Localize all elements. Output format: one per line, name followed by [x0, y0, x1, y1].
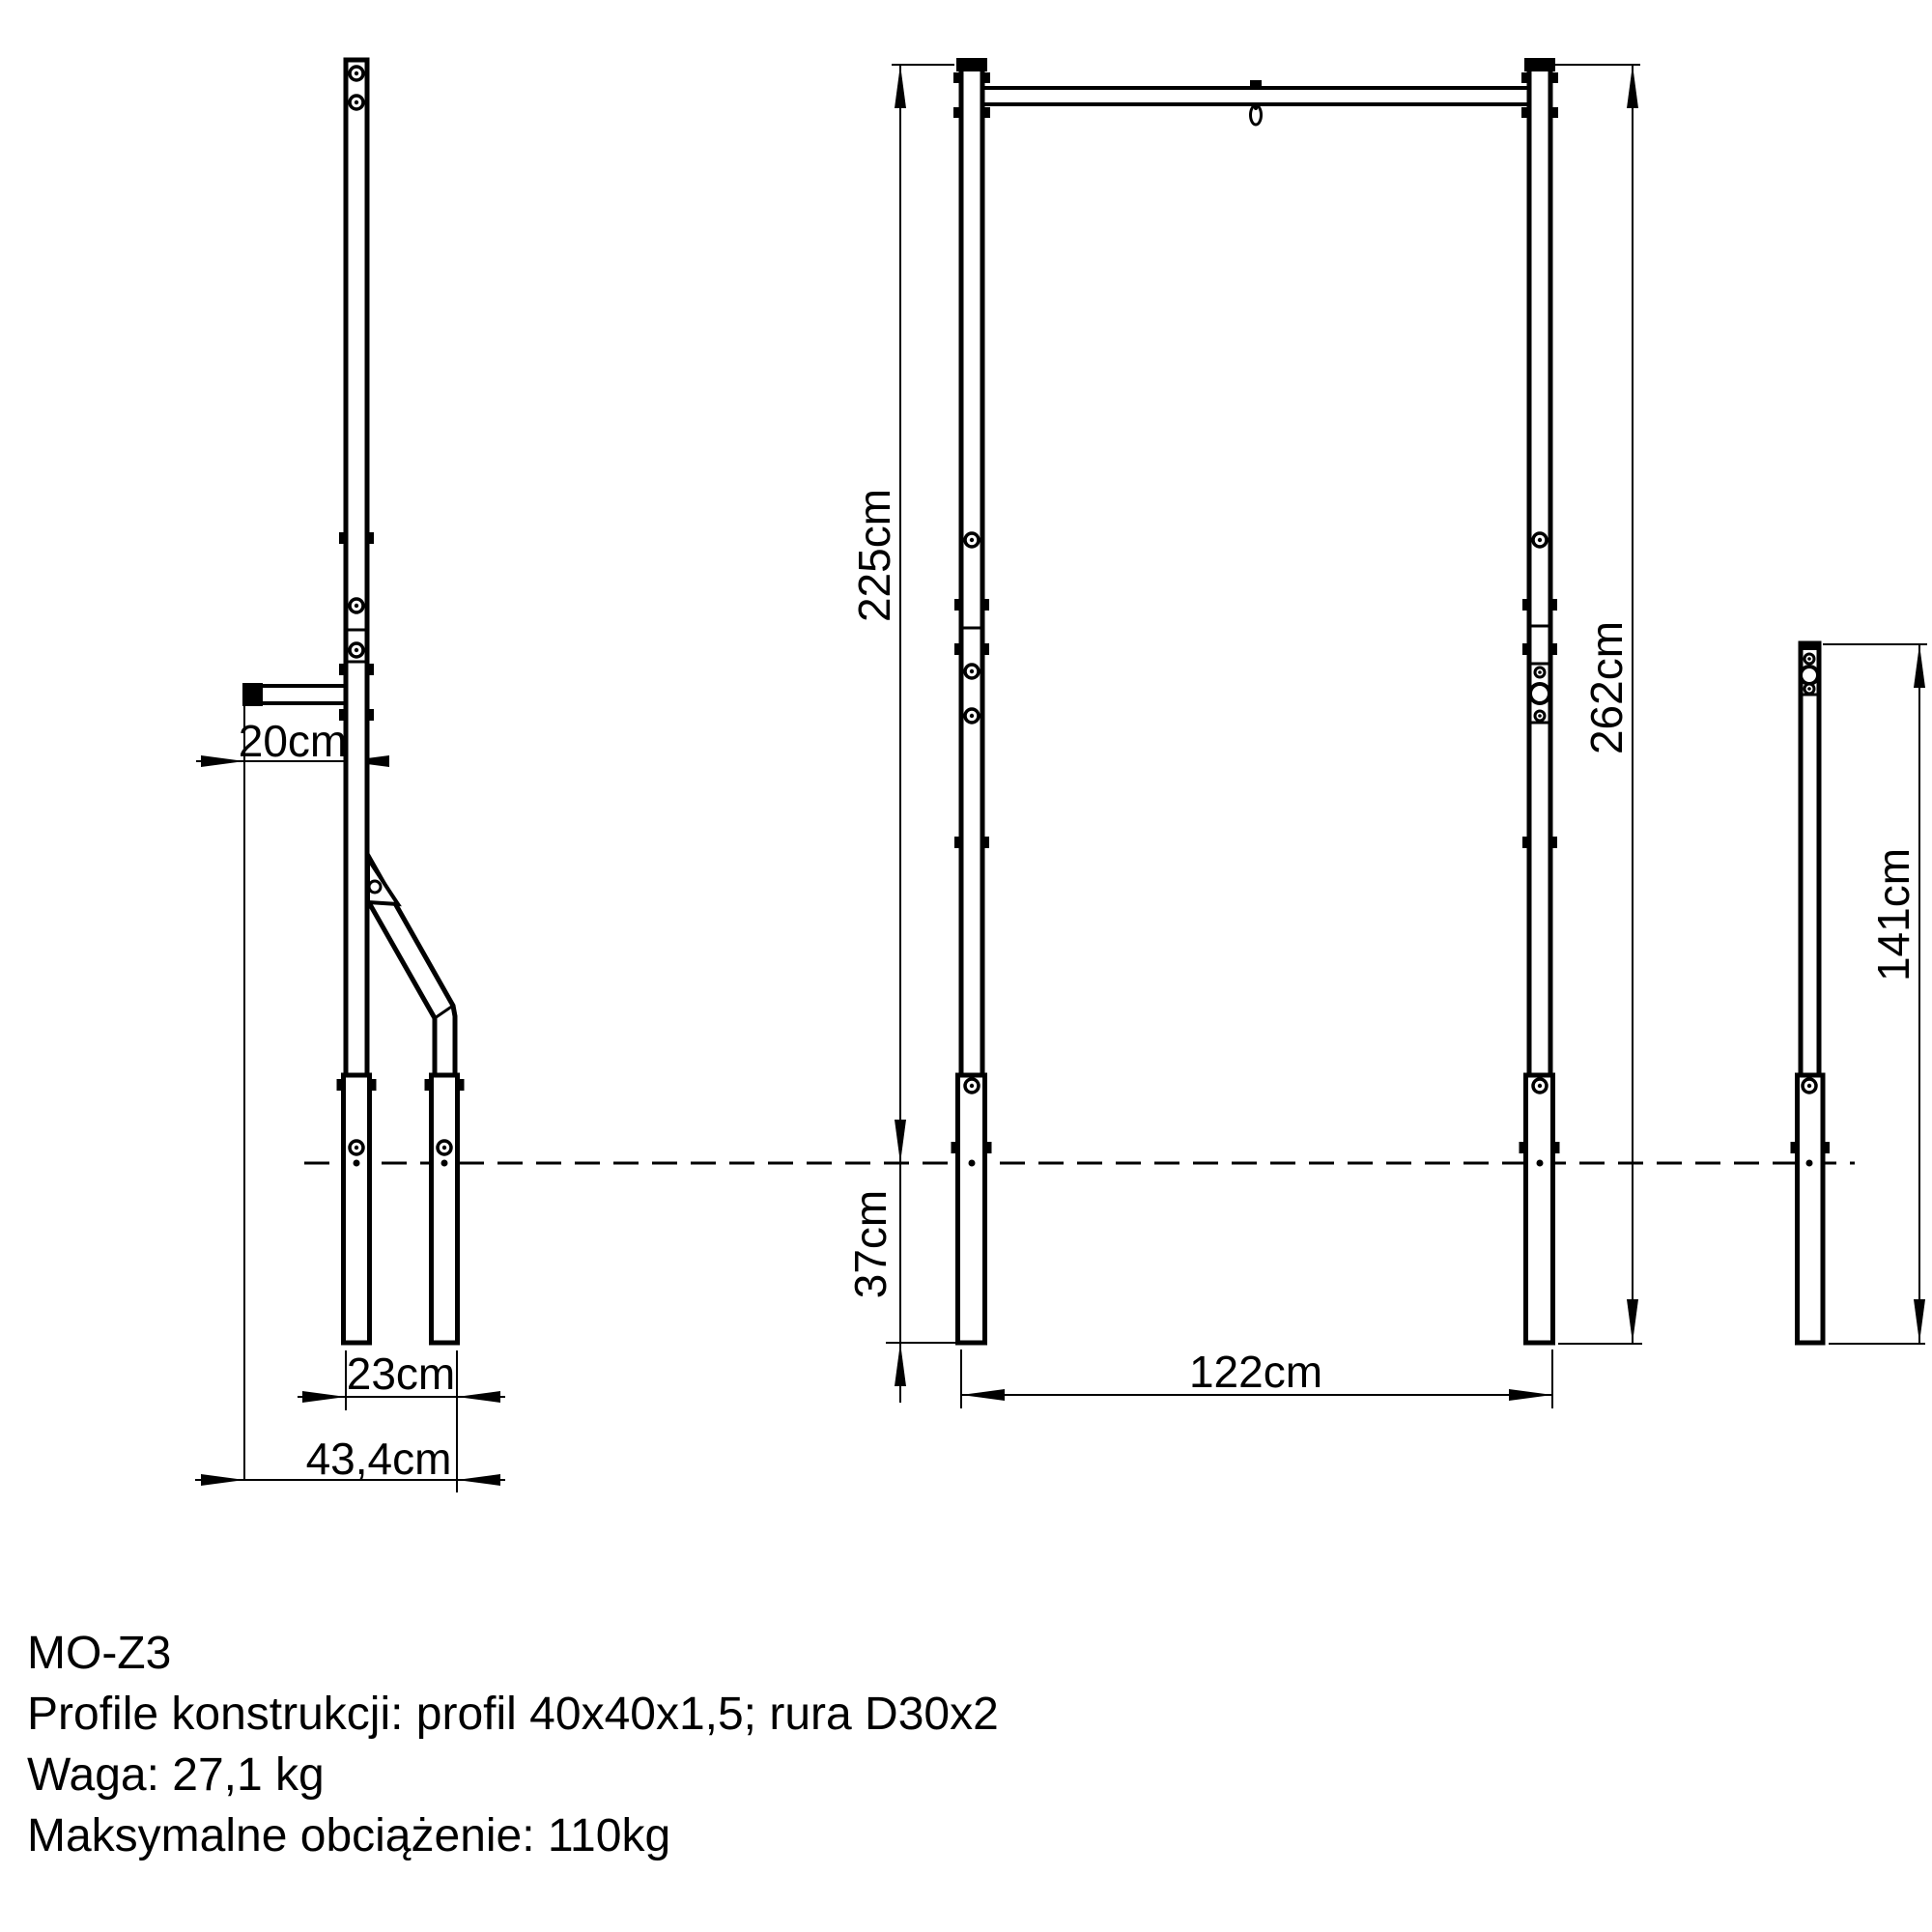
arrow-down-141 [1914, 1299, 1925, 1343]
front-right-post [1529, 62, 1550, 1077]
arrow-up-37 [895, 1343, 906, 1386]
grip-arm-endcap [242, 683, 263, 706]
front-bolt-holes [965, 533, 1549, 1093]
arrow-left-122 [961, 1389, 1005, 1401]
side-rear-leg [432, 1075, 458, 1343]
arrow-down-262 [1627, 1299, 1638, 1343]
bar-center-hanger-pin [1254, 106, 1258, 110]
arrow-right-43 [201, 1474, 244, 1486]
dim-label-rear-post-length: 141cm [1868, 847, 1918, 982]
dim-label-total-height: 262cm [1581, 620, 1632, 755]
dim-label-bar-height: 225cm [849, 488, 899, 623]
rear-post-lower [1798, 1075, 1824, 1343]
spec-max-load: Maksymalne obciążenie: 110kg [27, 1810, 671, 1861]
side-view [242, 60, 465, 1343]
side-front-leg [344, 1075, 370, 1343]
dim-label-arm-depth: 20cm [238, 716, 348, 766]
front-view [952, 58, 1560, 1343]
arrow-up-141 [1914, 644, 1925, 688]
front-left-leg [958, 1075, 985, 1343]
dim-label-inner-width: 122cm [1188, 1347, 1323, 1397]
front-left-post [961, 62, 982, 1077]
right-post-cap [1524, 58, 1555, 71]
bar-center-bolt [1250, 80, 1262, 89]
spec-model: MO-Z3 [27, 1628, 172, 1679]
spec-weight: Waga: 27,1 kg [27, 1749, 325, 1801]
rear-post-upper [1801, 643, 1819, 1077]
spec-block [27, 1628, 999, 1861]
dim-label-stance-depth: 23cm [346, 1349, 456, 1399]
pullup-bar [982, 88, 1529, 104]
arrow-right-23 [302, 1391, 346, 1403]
front-right-leg [1526, 1075, 1553, 1343]
arrow-left-43 [457, 1474, 500, 1486]
arrow-right-122 [1509, 1389, 1552, 1401]
dim-label-total-depth: 43,4cm [305, 1434, 452, 1484]
arrow-down-225 [895, 1120, 906, 1163]
rear-post-view [1791, 641, 1831, 1343]
dim-label-anchor-depth: 37cm [845, 1189, 895, 1299]
rear-post-cap [1799, 641, 1821, 650]
arrow-up-225 [895, 65, 906, 108]
arrow-left-23 [457, 1391, 500, 1403]
side-main-post [346, 60, 367, 1077]
dimension-labels [239, 489, 1918, 1484]
arrow-up-262 [1627, 65, 1638, 108]
spec-profiles: Profile konstrukcji: profil 40x40x1,5; rura D30x2 [27, 1689, 999, 1740]
gusset-hole [369, 881, 381, 893]
left-post-cap [956, 58, 987, 71]
front-mount-tabs [952, 599, 1560, 1153]
